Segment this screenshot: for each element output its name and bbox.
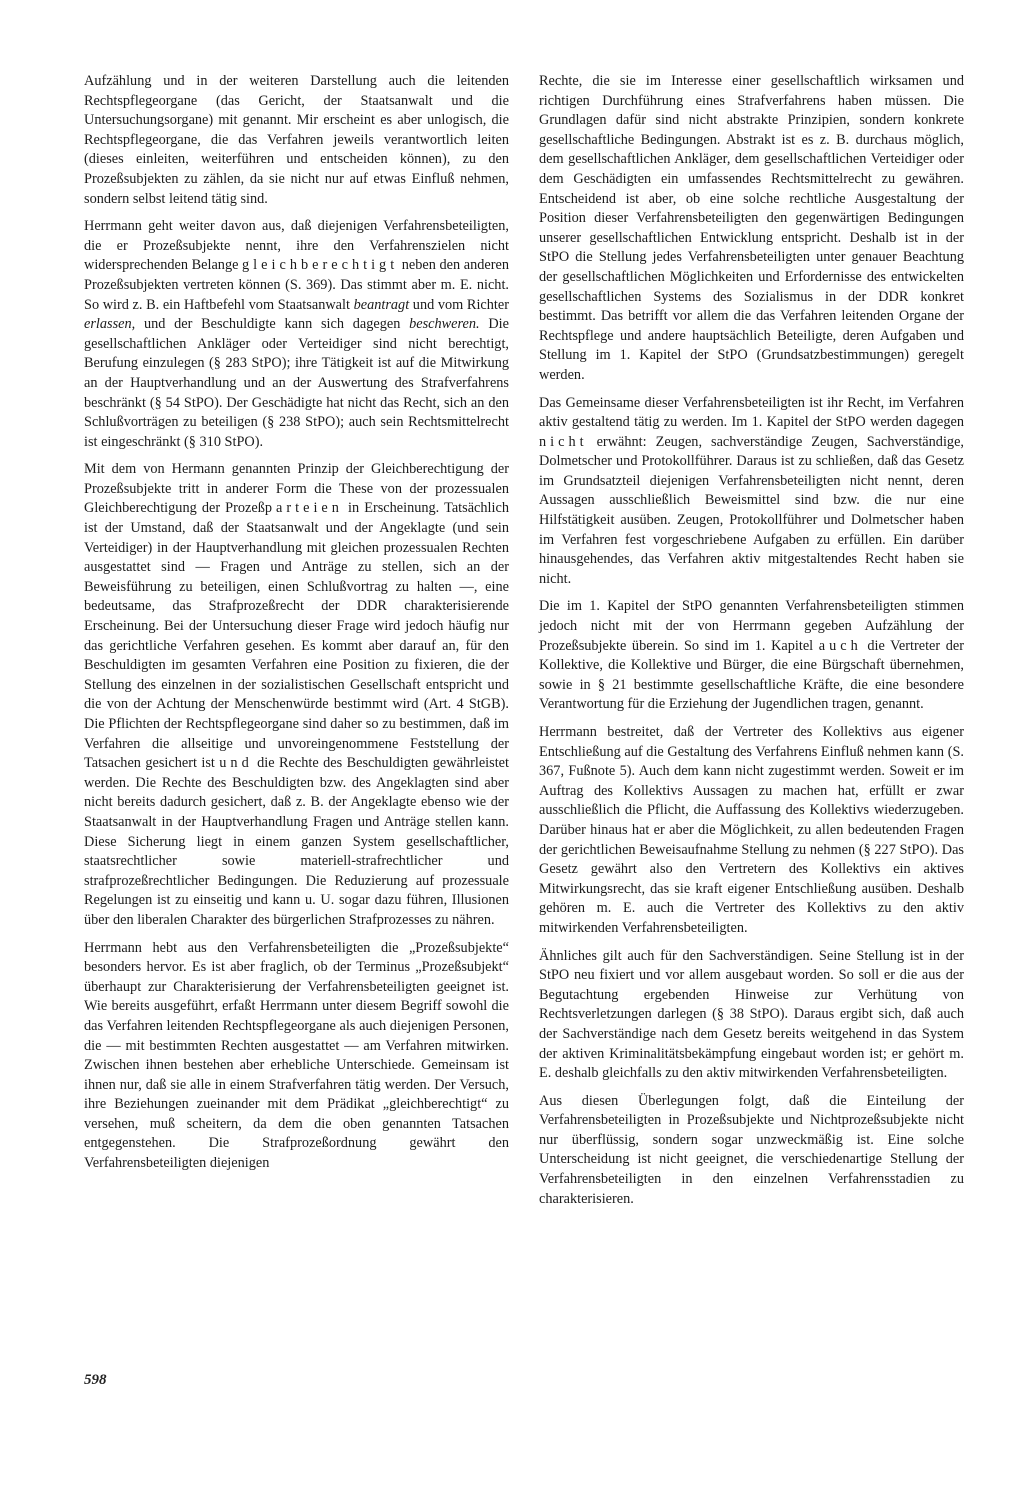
text-run: Herrmann geht weiter davon aus, daß diejenigen Verfahrensbeteiligten, die er Prozeßsubjekte nennt, ihre den Verfahrenszielen nicht widersprechenden Belange (84, 218, 509, 274)
text-run: erwähnt: Zeugen, sachverständige Zeugen, Sachverständige, Dolmetscher und Protokollführer. Daraus ist zu schließen, daß das Gesetz im Grundsatzteil diejenigen Verfahrensbeteiligten nicht nennt, deren Aussagen ausschließlich Beweismittel sind bzw. die nur eine Hilfstätigkeit ausüben. Zeugen, Protokollführer und Dolmetscher haben im Verfahren fest vorgeschriebene Aufgaben zu erfüllen. Ein darüber hinausgehendes, das Verfahren aktiv mitgestaltendes Recht haben sie nicht. (539, 433, 964, 587)
text-run: und vom Richter (409, 296, 509, 313)
paragraph: Ähnliches gilt auch für den Sachverständigen. Seine Stellung ist in der StPO neu fixiert und vor allem ausgebaut worden. So soll er die aus der Begutachtung ergebenden Hinweise zur Verhütung von Rechtsverletzungen darlegen (§ 38 StPO). Daraus ergibt sich, daß auch der Sachverständige nach dem Gesetz bereits weitgehend in das System der aktiven Kriminalitätsbekämpfung eingebaut worden ist; er gehört m. E. deshalb gleichfalls zu den aktiv mitwirkenden Verfahrensbeteiligten. (539, 947, 964, 1082)
paragraph (84, 460, 509, 930)
italic-emphasis: erlassen, (84, 316, 136, 333)
spaced-emphasis: parteien (264, 500, 343, 517)
text-run: Die im 1. Kapitel der StPO genannten Verfahrensbeteiligten stimmen jedoch nicht mit der von Herrmann gegeben Aufzählung der Prozeßsubjekte überein. So sind im 1. Kapitel (539, 598, 964, 654)
spaced-emphasis: und (219, 755, 253, 772)
paragraph (84, 217, 509, 452)
paragraph: Rechte, die sie im Interesse einer gesellschaftlich wirksamen und richtigen Durchführung eines Strafverfahrens haben müssen. Die Grundlagen dafür sind nicht abstrakte Prinzipien, sondern konkrete gesellschaftliche Bedingungen. Abstrakt ist es z. B. durchaus möglich, dem gesellschaftlichen Ankläger, dem gesellschaftlichen Verteidiger oder dem Geschädigten ein umfassendes Rechtsmittelrecht zu gewähren. Entscheidend ist aber, ob eine solche rechtliche Ausgestaltung der Position dieser Verfahrensbeteiligten den gegenwärtigen Bedingungen unserer gesellschaftlichen Entwicklung entspricht. Deshalb ist in der StPO die Stellung jedes Verfahrensbeteiligten unter genauer Beachtung der gesellschaftlichen Möglichkeiten und Erfordernisse des entwickelten gesellschaftlichen Systems des Sozialismus in der DDR konkret bestimmt. Das betrifft vor allem die das Verfahren leitenden Organe der Rechtspflege und andere hauptsächlich Beteiligte, deren Aufgaben und Stellung im 1. Kapitel der StPO (Grundsatzbestimmungen) geregelt werden. (539, 73, 964, 383)
text-run: die Rechte des Beschuldigten gewährleistet werden. Die Rechte des Beschuldigten bzw. des Angeklagten sind aber nicht bereits dadurch gesichert, daß z. B. der Angeklagte ebenso wie der Staatsanwalt in der Hauptverhandlung Fragen und Anträge stellen kann. Diese Sicherung liegt in einem ganzen System gesellschaftlicher, staatsrechtlicher sowie materiell-strafrechtlicher und strafprozeßrechtlicher Bedingungen. Die Reduzierung auf prozessuale Regelungen ist zu einseitig und kann u. U. sogar dazu führen, Illusionen über den liberalen Charakter des bürgerlichen Strafprozesses zu nähren. (84, 755, 509, 928)
text-run: Mit dem von Hermann genannten Prinzip der Gleichberechtigung der Prozeßsubjekte tritt in anderer Form die These von der prozessualen Gleichberechtigung der Prozeß (84, 461, 509, 517)
paragraph (539, 597, 964, 715)
paragraph: Aus diesen Überlegungen folgt, daß die Einteilung der Verfahrensbeteiligten in Prozeßsubjekte und Nichtprozeßsubjekte nicht nur überflüssig, sondern sogar unzweckmäßig ist. Eine solche Unterscheidung ist nicht geeignet, die verschiedenartige Stellung der Verfahrensbeteiligten in den einzelnen Verfahrensstadien zu charakterisieren. (539, 1092, 964, 1207)
paragraph (539, 394, 964, 590)
italic-emphasis: beschweren. (409, 316, 480, 333)
text-run: neben den anderen Prozeßsubjekten vertreten können (S. 369). Das stimmt aber m. E. nicht. So wird z. B. ein Haftbefehl vom Staatsanwalt (84, 257, 509, 313)
spaced-emphasis: gleichberechtigt (242, 257, 399, 274)
paragraph: Aufzählung und in der weiteren Darstellung auch die leitenden Rechtspflegeorgane (das Gericht, der Staatsanwalt und die Untersuchungsorgane) mit genannt. Mir erscheint es aber unlogisch, die Rechtspflegeorgane, die das Verfahren jeweils verantwortlich leiten (dieses einleiten, weiterführen und entscheiden können), zu den Prozeßsubjekten zu zählen, da sie nicht nur auf etwas Einfluß nehmen, sondern selbst leitend tätig sind. (84, 73, 509, 207)
text-run: und der Beschuldigte kann sich dagegen (135, 316, 410, 333)
paragraph: Herrmann hebt aus den Verfahrensbeteiligten die „Prozeßsubjekte“ besonders hervor. Es ist aber fraglich, ob der Terminus „Prozeßsubjekt“ überhaupt zur Charakterisierung der Verfahrensbeteiligten geeignet ist. Wie bereits ausgeführt, erfaßt Herrmann unter diesem Begriff sowohl die das Verfahren leitenden Rechtspflegeorgane als auch diejenigen Personen, die — mit bestimmten Rechten ausgestattet — am Verfahren mitwirken. Zwischen ihnen bestehen aber erhebliche Unterschiede. Gemeinsam ist ihnen nur, daß sie alle in einem Strafverfahren tätig werden. Der Versuch, ihre Beziehungen zueinander mit dem Prädikat „gleichberechtigt“ zu versehen, muß scheitern, da dem die oben genannten Tatsachen entgegenstehen. Die Strafprozeßordnung gewährt den Verfahrensbeteiligten diejenigen (84, 939, 509, 1172)
spaced-emphasis: auch (818, 637, 862, 654)
text-run: die Vertreter der Kollektive, die Kollektive und Bürger, die eine Bürgschaft übernehmen, sowie in § 21 bestimmte gesellschaftliche Kräfte, die eine besondere Verantwortung für die Erziehung der Jugendlichen tragen, genannt. (539, 637, 964, 713)
page-number: 598 (84, 1372, 107, 1388)
text-run: Die gesellschaftlichen Ankläger oder Verteidiger sind nicht berechtigt, Berufung einzulegen (§ 283 StPO); ihre Tätigkeit ist auf die Mitwirkung an der Hauptverhandlung und an der Auswertung des Strafverfahrens beschränkt (§ 54 StPO). Der Geschädigte hat nicht das Recht, sich an den Schlußvorträgen zu beteiligen (§ 238 StPO); auch sein Rechtsmittelrecht ist eingeschränkt (§ 310 StPO). (84, 316, 509, 450)
paragraph: Herrmann bestreitet, daß der Vertreter des Kollektivs aus eigener Entschließung auf die Gestaltung des Verfahrens Einfluß nehmen kann (S. 367, Fußnote 5). Auch dem kann nicht zugestimmt werden. Soweit er im Auftrag des Kollektivs Aussagen zu machen hat, erfüllt er zwar ausschließlich die Pflicht, die Auffassung des Kollektivs wiederzugeben. Darüber hinaus hat er aber die Möglichkeit, zu allen bedeutenden Fragen der gerichtlichen Beweisaufnahme Stellung zu nehmen (§ 227 StPO). Das Gesetz gewährt also den Vertretern des Kollektivs ein aktives Mitwirkungsrecht, das sie kraft eigener Entschließung ausüben. Deshalb gehören m. E. auch die Vertreter des Kollektivs zu den aktiv mitwirkenden Verfahrensbeteiligten. (539, 724, 964, 936)
right-column (539, 72, 964, 1217)
italic-emphasis: beantragt (353, 296, 410, 313)
text-run: in Erscheinung. Tatsächlich ist der Umstand, daß der Staatsanwalt und der Angeklagte (und sein Verteidiger) in der Hauptverhandlung mit gleichen prozessualen Rechten ausgestattet sind — Fragen und Anträge zu stellen, sich an der Beweisführung zu beteiligen, einen Schlußvortrag zu halten —, eine bedeutsame, das Strafprozeßrecht der DDR charakterisierende Erscheinung. Bei der Untersuchung dieser Frage wird jedoch häufig nur das gerichtliche Verfahren gesehen. Es kommt aber darauf an, für den Beschuldigten im gesamten Verfahren eine Position zu fixieren, die der Stellung des einzelnen in der sozialistischen Gesellschaft entspricht und die von der Achtung der Menschenwürde bestimmt wird (Art. 4 StGB). Die Pflichten der Rechtspflegeorgane sind daher so zu bestimmen, daß im Verfahren die allseitige und unvoreingenommene Feststellung der Tatsachen gesichert ist (84, 500, 509, 772)
left-column (84, 72, 509, 1182)
text-run: Das Gemeinsame dieser Verfahrensbeteiligten ist ihr Recht, im Verfahren aktiv gestaltend tätig zu werden. Im 1. Kapitel der StPO werden dagegen (539, 394, 964, 431)
spaced-emphasis: nicht (539, 433, 588, 450)
